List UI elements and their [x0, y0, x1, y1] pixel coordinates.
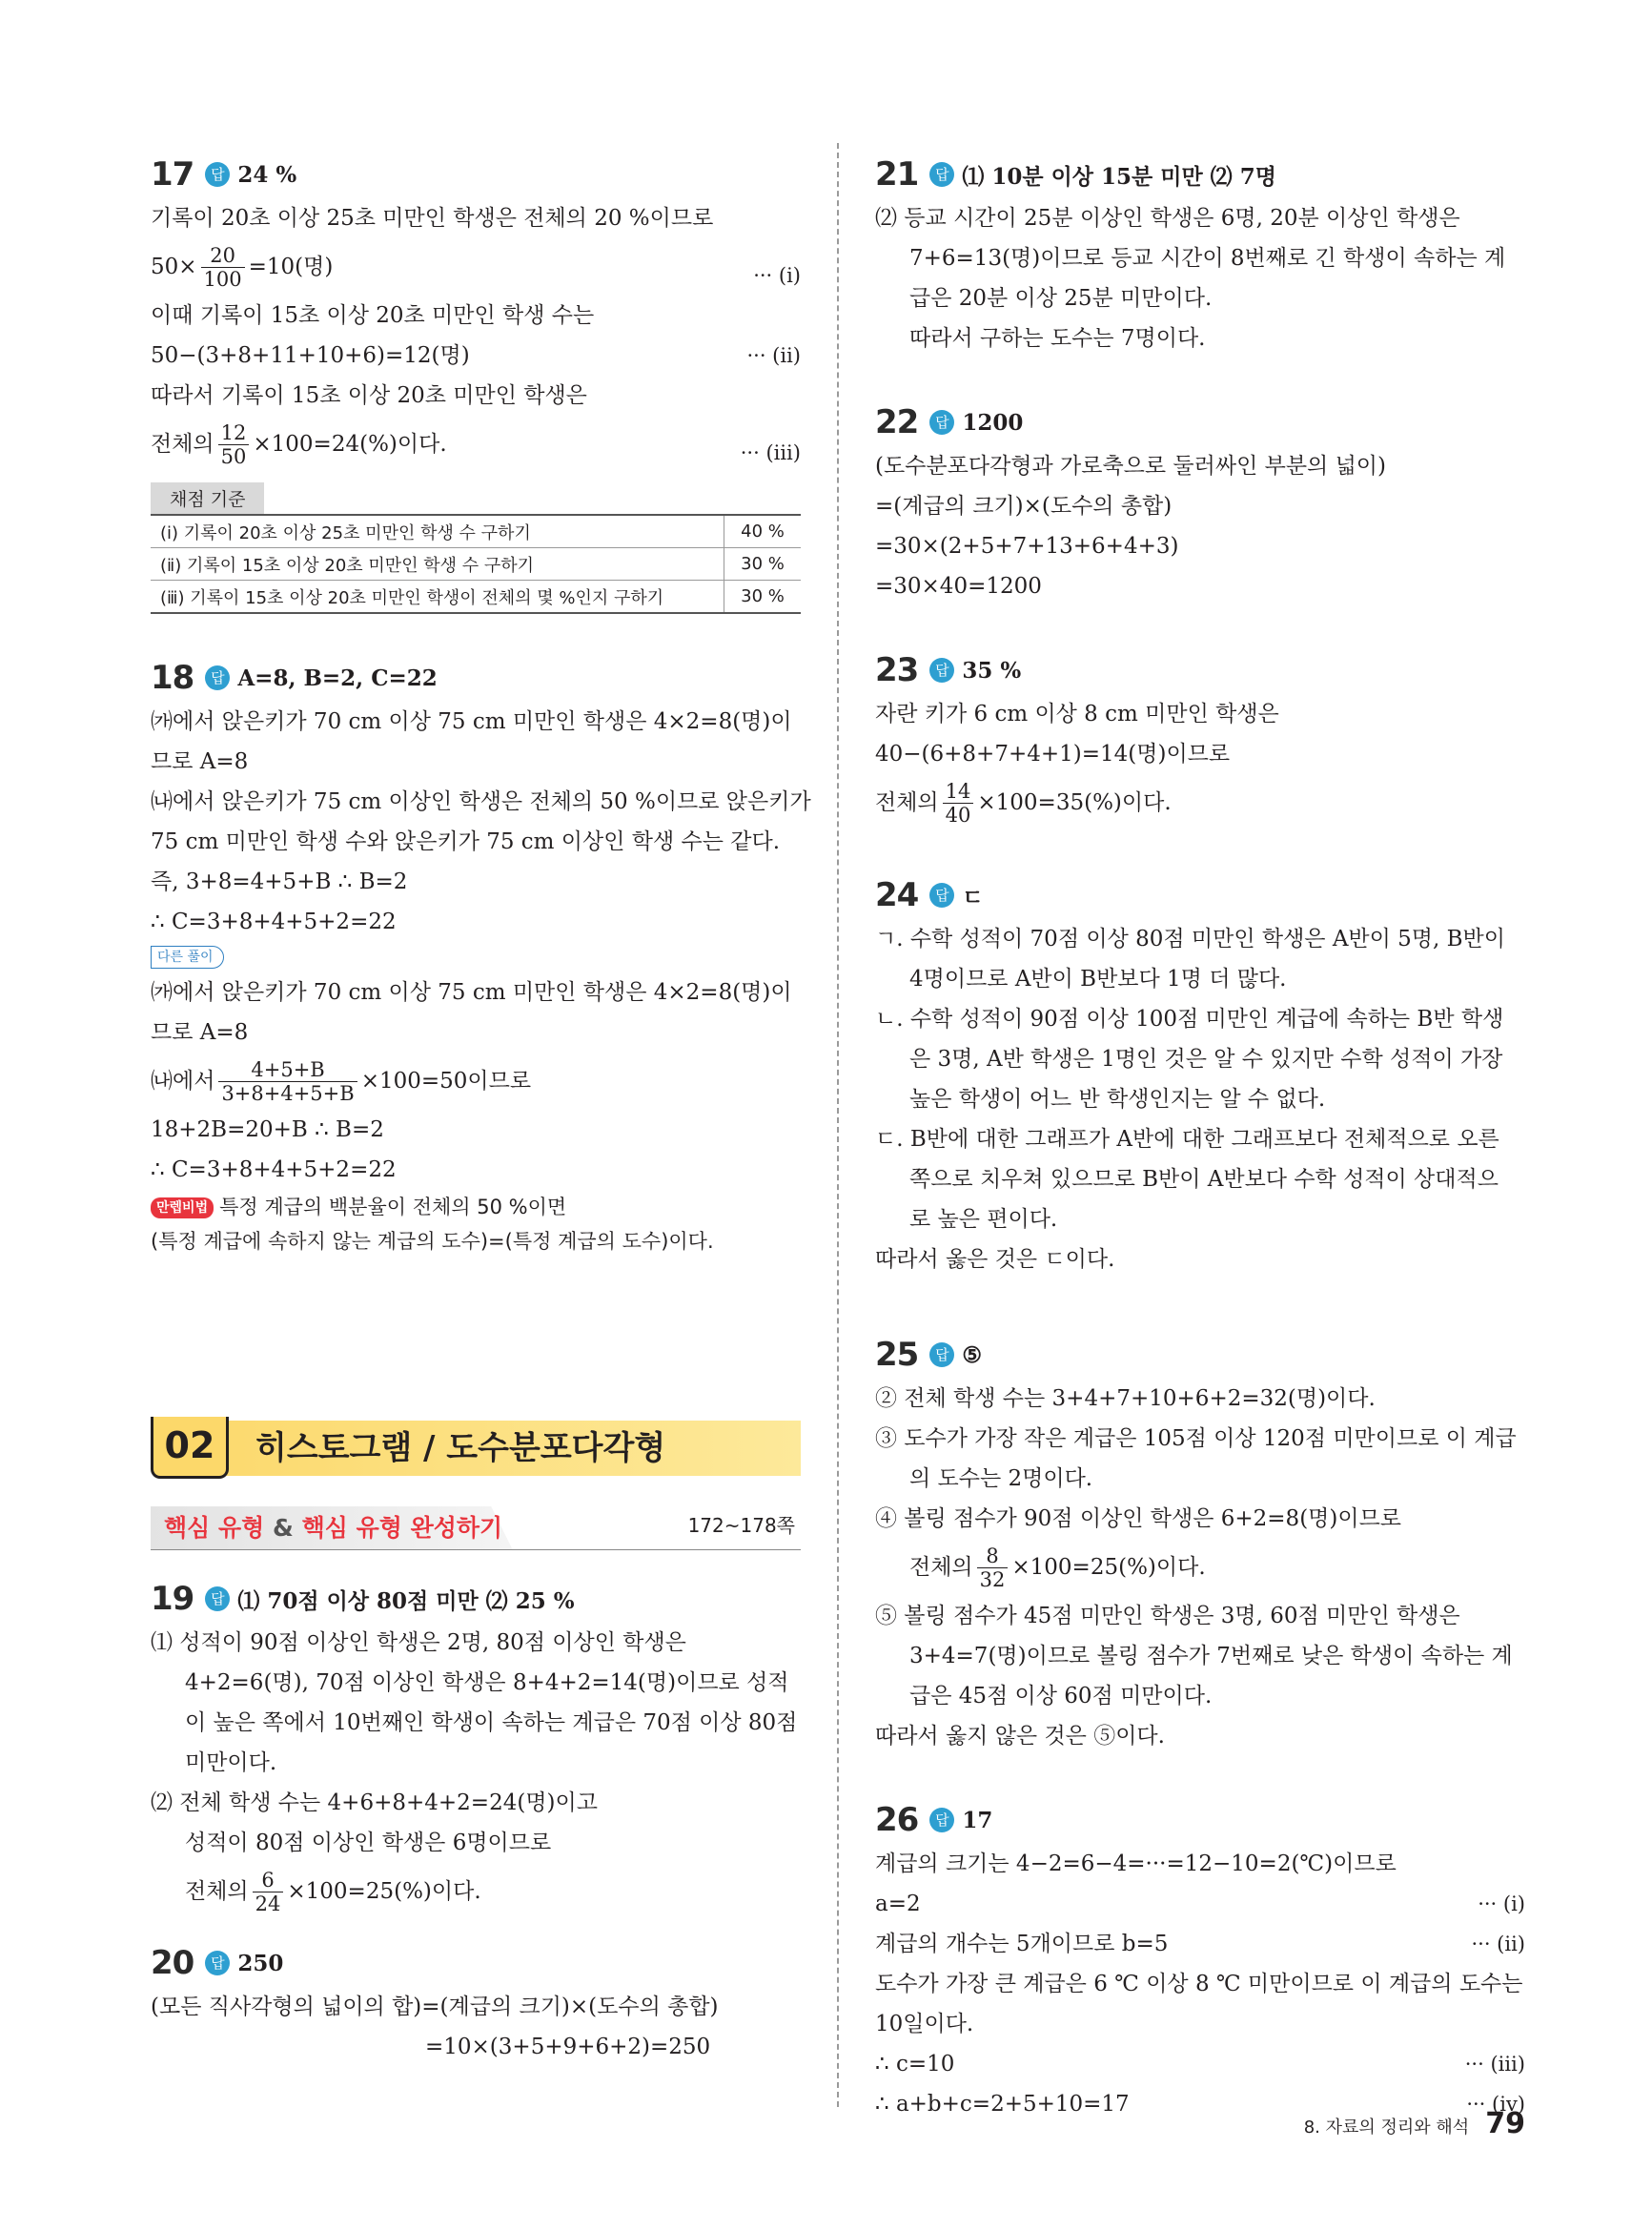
answer-badge: 답: [205, 1586, 230, 1611]
solution-line: 즉, 3+8=4+5+B ∴ B=2: [151, 869, 408, 894]
solution-line: 10일이다.: [875, 2012, 974, 2036]
formula-line: [875, 774, 1525, 831]
question-number: 26: [875, 1801, 919, 1839]
question-25-header: [875, 1331, 1525, 1379]
answer-text: ㄷ: [962, 884, 984, 910]
spacer: [875, 606, 1525, 639]
fraction: [218, 421, 250, 468]
spacer: [875, 1756, 1525, 1789]
answer-text: A=8, B=2, C=22: [237, 665, 438, 691]
answer-text: 1200: [962, 409, 1024, 436]
solution-line: ㄷ. B반에 대한 그래프가 A반에 대한 그래프보다 전체적으로 오른: [875, 1127, 1499, 1152]
formula-line: [151, 238, 801, 296]
step-tag: ··· (ⅳ): [1466, 2093, 1525, 2116]
formula-suffix: =10(명): [248, 255, 334, 279]
solution-line: 3+4=7(명)이므로 볼링 점수가 7번째로 낮은 학생이 속하는 계: [909, 1644, 1513, 1668]
solution-line: 이때 기록이 15초 이상 20초 미만인 학생 수는: [151, 303, 595, 328]
question-24-header: [875, 871, 1525, 919]
left-column: [151, 143, 811, 2067]
solution-line: 따라서 옳은 것은 ㄷ이다.: [875, 1247, 1115, 1272]
question-number: 21: [875, 155, 919, 194]
alternative-solution-tag: 다른 풀이: [151, 946, 224, 969]
answer-text: ⑴ 10분 이상 15분 미만 ⑵ 7명: [962, 163, 1276, 190]
solution-line: 계급의 크기는 4−2=6−4=···=12−10=2(℃)이므로: [875, 1852, 1397, 1876]
formula-line: [151, 416, 801, 473]
solution-line: 은 3명, A반 학생은 1명인 것은 알 수 있지만 수학 성적이 가장: [909, 1047, 1503, 1072]
step-tag: ··· (ⅰ): [1478, 1892, 1525, 1915]
solution-line: ∴ C=3+8+4+5+2=22: [151, 1157, 397, 1182]
solution-text: a=2: [875, 1892, 921, 1916]
answer-text: 35 %: [962, 657, 1022, 684]
right-column: [875, 143, 1525, 2124]
question-18-header: [151, 654, 801, 702]
answer-text: 24 %: [237, 161, 297, 188]
solution-line: ⑴ 성적이 90점 이상인 학생은 2명, 80점 이상인 학생은: [151, 1630, 686, 1655]
page-number: 79: [1485, 2107, 1525, 2140]
page-footer: [1304, 2107, 1525, 2140]
solution-line: 이 높은 쪽에서 10번째인 학생이 속하는 계급은 70점 이상 80점: [185, 1710, 798, 1735]
solution-line: 쪽으로 치우쳐 있으므로 B반이 A반보다 수학 성적이 상대적으: [909, 1167, 1499, 1192]
formula-prefix: 전체의: [151, 432, 214, 457]
chapter-title: 8. 자료의 정리와 해석: [1303, 2117, 1470, 2138]
table-row: [151, 515, 801, 548]
solution-line: ㈎에서 앉은키가 70 cm 이상 75 cm 미만인 학생은 4×2=8(명)이: [151, 709, 792, 734]
question-number: 23: [875, 651, 919, 689]
solution-line: ⑵ 등교 시간이 25분 이상인 학생은 6명, 20분 이상인 학생은: [875, 206, 1460, 231]
spacer: [151, 614, 801, 646]
solution-line: ㈏에서 앉은키가 75 cm 이상인 학생은 전체의 50 %이므로 앉은키가: [151, 789, 811, 814]
solution-line: ∴ C=3+8+4+5+2=22: [151, 910, 397, 934]
label-part: 핵심 유형 완성하기: [301, 1514, 503, 1542]
question-26-header: [875, 1796, 1525, 1844]
formula-suffix: ×100=25(%)이다.: [287, 1879, 481, 1904]
fraction: [253, 1869, 284, 1915]
subsection-bar: [151, 1506, 801, 1550]
solution-line: 따라서 기록이 15초 이상 20초 미만인 학생은: [151, 383, 587, 408]
solution-line: 따라서 구하는 도수는 7명이다.: [909, 326, 1206, 351]
formula-prefix: 전체의: [185, 1879, 249, 1904]
denominator: 100: [203, 267, 242, 291]
numerator: 8: [977, 1545, 1009, 1568]
formula-line: [151, 1053, 801, 1110]
answer-badge: 답: [929, 883, 954, 908]
question-20-header: [151, 1939, 801, 1987]
subsection-label: [164, 1506, 502, 1550]
table-row: [151, 548, 801, 581]
solution-line: ⑤ 볼링 점수가 45점 미만인 학생은 3명, 60점 미만인 학생은: [875, 1604, 1460, 1628]
criteria-percent: 40 %: [724, 515, 802, 548]
answer-badge: 답: [205, 1951, 230, 1975]
question-number: 22: [875, 403, 919, 441]
solution-text: ∴ c=10: [875, 2052, 955, 2077]
solution-line: 도수가 가장 큰 계급은 6 ℃ 이상 8 ℃ 미만이므로 이 계급의 도수는: [875, 1972, 1523, 1996]
solution-line: 높은 학생이 어느 반 학생인지는 알 수 없다.: [909, 1087, 1326, 1112]
answer-badge: 답: [929, 658, 954, 683]
solution-line: 의 도수는 2명이다.: [909, 1466, 1093, 1491]
table-row: [151, 581, 801, 614]
solution-line: 18+2B=20+B ∴ B=2: [151, 1117, 384, 1142]
section-banner: [151, 1417, 801, 1480]
solution-line: 로 높은 편이다.: [909, 1207, 1058, 1232]
solution-line: 7+6=13(명)이므로 등교 시간이 8번째로 긴 학생이 속하는 계: [909, 246, 1506, 271]
question-number: 17: [151, 155, 194, 194]
solution-line: ② 전체 학생 수는 3+4+7+10+6+2=32(명)이다.: [875, 1386, 1376, 1411]
answer-text: ⑴ 70점 이상 80점 미만 ⑵ 25 %: [237, 1587, 575, 1614]
fraction: [977, 1545, 1009, 1591]
numerator: 6: [253, 1869, 284, 1892]
formula-prefix: ㈏에서: [151, 1069, 215, 1094]
solution-line: 자란 키가 6 cm 이상 8 cm 미만인 학생은: [875, 702, 1279, 726]
fraction: [218, 1058, 357, 1105]
grading-criteria-table: [151, 514, 801, 614]
criteria-percent: 30 %: [724, 581, 802, 614]
grading-criteria-label: 채점 기준: [151, 482, 264, 514]
criteria-text: (ⅱ) 기록이 15초 이상 20초 미만인 학생 수 구하기: [151, 548, 724, 581]
solution-line: ㄴ. 수학 성적이 90점 이상 100점 미만인 계급에 속하는 B반 학생: [875, 1007, 1504, 1032]
solution-line: 따라서 옳지 않은 것은 ⑤이다.: [875, 1724, 1165, 1749]
tip-line: (특정 계급에 속하지 않는 계급의 도수)=(특정 계급의 도수)이다.: [151, 1230, 714, 1253]
answer-badge: 답: [929, 162, 954, 187]
label-ampersand: &: [273, 1514, 294, 1542]
spacer: [151, 1920, 801, 1932]
criteria-text: (ⅰ) 기록이 20초 이상 25초 미만인 학생 수 구하기: [151, 515, 724, 548]
denominator: 50: [220, 444, 247, 468]
solution-line: =(계급의 크기)×(도수의 총합): [875, 494, 1173, 519]
solution-line: 기록이 20초 이상 25초 미만인 학생은 전체의 20 %이므로: [151, 206, 714, 231]
page-range: 172~178쪽: [687, 1514, 795, 1537]
solution-line: [875, 1924, 1525, 1964]
solution-text: 50−(3+8+11+10+6)=12(명): [151, 343, 470, 368]
question-17-header: [151, 151, 801, 198]
answer-badge: 답: [205, 162, 230, 187]
column-divider: [837, 143, 839, 2107]
answer-text: 17: [962, 1807, 993, 1833]
denominator: 32: [979, 1567, 1006, 1591]
answer-badge: 답: [205, 665, 230, 690]
formula-suffix: ×100=24(%)이다.: [253, 432, 447, 457]
denominator: 24: [255, 1892, 281, 1915]
answer-text: ⑤: [962, 1341, 982, 1368]
section-number: 02: [151, 1417, 229, 1479]
formula-suffix: ×100=35(%)이다.: [977, 790, 1172, 815]
solution-line: =10×(3+5+9+6+2)=250: [425, 2035, 711, 2059]
question-21-header: [875, 151, 1525, 198]
label-part: 핵심 유형: [164, 1514, 265, 1542]
solution-line: 므로 A=8: [151, 1020, 249, 1045]
step-tag: ··· (ⅱ): [1471, 1933, 1525, 1955]
solution-line: [151, 336, 801, 376]
formula-suffix: ×100=50이므로: [360, 1069, 532, 1094]
solution-line: =30×40=1200: [875, 574, 1042, 599]
formula-line: [151, 1863, 801, 1920]
solution-line: ㄱ. 수학 성적이 70점 이상 80점 미만인 학생은 A반이 5명, B반이: [875, 927, 1505, 951]
solution-line: =30×(2+5+7+13+6+4+3): [875, 534, 1179, 559]
fraction: [943, 780, 974, 827]
solution-line: [875, 2044, 1525, 2084]
tip-tag: 만렙비법: [151, 1197, 214, 1218]
question-number: 18: [151, 659, 194, 697]
solution-line: 4명이므로 A반이 B반보다 1명 더 많다.: [909, 967, 1287, 992]
criteria-text: (ⅲ) 기록이 15초 이상 20초 미만인 학생이 전체의 몇 %인지 구하기: [151, 581, 724, 614]
solution-line: 4+2=6(명), 70점 이상인 학생은 8+4+2=14(명)이므로 성적: [185, 1670, 789, 1695]
solution-text: 계급의 개수는 5개이므로 b=5: [875, 1932, 1169, 1956]
subsection-rule: [151, 1549, 801, 1550]
numerator: 4+5+B: [218, 1058, 357, 1082]
solution-line: 므로 A=8: [151, 749, 249, 774]
question-22-header: [875, 399, 1525, 446]
solution-line: 40−(6+8+7+4+1)=14(명)이므로: [875, 742, 1231, 767]
spacer: [875, 1279, 1525, 1323]
formula-prefix: 50×: [151, 255, 197, 279]
solution-line: 75 cm 미만인 학생 수와 앉은키가 75 cm 이상인 학생 수는 같다.: [151, 829, 781, 854]
solution-line: ⑵ 전체 학생 수는 4+6+8+4+2=24(명)이고: [151, 1790, 598, 1815]
criteria-percent: 30 %: [724, 548, 802, 581]
spacer: [875, 358, 1525, 391]
question-number: 19: [151, 1580, 194, 1618]
solution-line: 급은 45점 이상 60점 미만이다.: [909, 1684, 1213, 1708]
spacer: [151, 1550, 801, 1567]
solution-line: ㈎에서 앉은키가 70 cm 이상 75 cm 미만인 학생은 4×2=8(명)이: [151, 980, 792, 1005]
numerator: 20: [201, 244, 245, 268]
tip-line: [151, 1190, 801, 1224]
denominator: 3+8+4+5+B: [221, 1081, 355, 1105]
solution-line: (모든 직사각형의 넓이의 합)=(계급의 크기)×(도수의 총합): [151, 1995, 719, 2019]
question-number: 20: [151, 1944, 194, 1982]
numerator: 12: [218, 421, 250, 445]
spacer: [151, 1258, 801, 1411]
solution-line: 성적이 80점 이상인 학생은 6명이므로: [185, 1831, 552, 1855]
question-number: 24: [875, 876, 919, 914]
answer-badge: 답: [929, 1808, 954, 1832]
formula-prefix: 전체의: [875, 790, 939, 815]
formula-prefix: 전체의: [909, 1555, 973, 1580]
numerator: 14: [943, 780, 974, 804]
question-23-header: [875, 646, 1525, 694]
solution-line: (도수분포다각형과 가로축으로 둘러싸인 부분의 넓이): [875, 454, 1386, 479]
step-tag: ··· (ⅱ): [746, 344, 801, 367]
solution-line: [875, 1884, 1525, 1924]
solution-line: 미만이다.: [185, 1750, 277, 1775]
answer-text: 250: [237, 1950, 284, 1976]
solution-line: 급은 20분 이상 25분 미만이다.: [909, 286, 1213, 311]
denominator: 40: [945, 803, 971, 827]
solution-line: ④ 볼링 점수가 90점 이상인 학생은 6+2=8(명)이므로: [875, 1506, 1402, 1531]
question-19-header: [151, 1575, 801, 1623]
step-tag: ··· (ⅲ): [740, 441, 801, 464]
solution-line: ③ 도수가 가장 작은 계급은 105점 이상 120점 미만이므로 이 계급: [875, 1426, 1517, 1451]
step-tag: ··· (ⅲ): [1464, 2053, 1525, 2076]
step-tag: ··· (ⅰ): [753, 264, 801, 287]
formula-suffix: ×100=25(%)이다.: [1011, 1555, 1206, 1580]
answer-badge: 답: [929, 410, 954, 435]
fraction: [201, 244, 245, 291]
section-title: 히스토그램 / 도수분포다각형: [255, 1429, 666, 1467]
question-number: 25: [875, 1336, 919, 1374]
answer-badge: 답: [929, 1342, 954, 1367]
tip-text: 특정 계급의 백분율이 전체의 50 %이면: [219, 1196, 567, 1218]
solution-text: ∴ a+b+c=2+5+10=17: [875, 2092, 1130, 2117]
formula-line: [875, 1539, 1525, 1596]
spacer: [875, 831, 1525, 864]
